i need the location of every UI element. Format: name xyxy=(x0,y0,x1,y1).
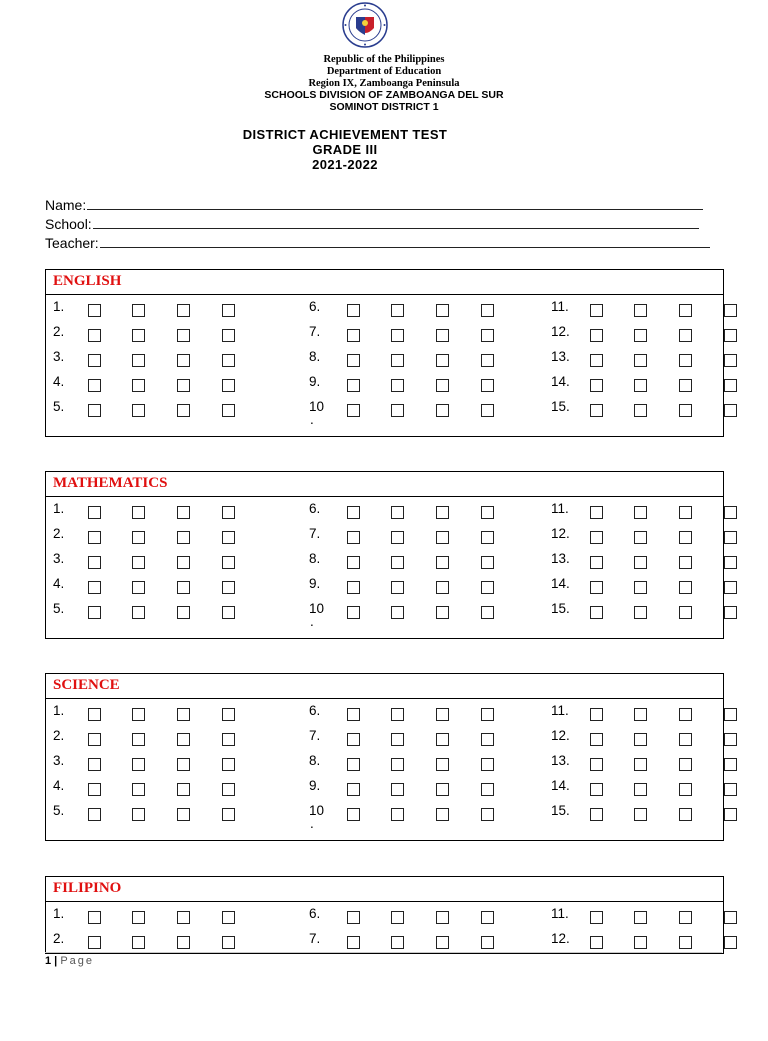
answer-checkbox[interactable] xyxy=(679,531,692,544)
answer-checkbox[interactable] xyxy=(634,758,647,771)
item-number: 13. xyxy=(551,753,570,768)
answer-checkbox[interactable] xyxy=(590,379,603,392)
answer-checkbox[interactable] xyxy=(347,506,360,519)
answer-checkbox[interactable] xyxy=(590,556,603,569)
answer-checkbox[interactable] xyxy=(679,404,692,417)
answer-checkbox[interactable] xyxy=(436,329,449,342)
answer-checkbox[interactable] xyxy=(391,758,404,771)
school-label: School: xyxy=(45,216,92,232)
answer-checkbox[interactable] xyxy=(347,379,360,392)
section-header xyxy=(46,877,723,902)
answer-checkbox[interactable] xyxy=(436,379,449,392)
answer-checkbox[interactable] xyxy=(88,758,101,771)
answer-checkbox[interactable] xyxy=(222,783,235,796)
answer-checkbox[interactable] xyxy=(391,404,404,417)
item-number: 11. xyxy=(551,501,569,516)
answer-checkbox[interactable] xyxy=(132,329,145,342)
item-number: 5. xyxy=(53,399,65,414)
section-body xyxy=(46,902,723,1041)
answer-checkbox[interactable] xyxy=(724,708,737,721)
answer-checkbox[interactable] xyxy=(391,606,404,619)
item-number: 8. xyxy=(309,551,321,566)
header-district: SOMINOT DISTRICT 1 xyxy=(329,101,439,113)
answer-checkbox[interactable] xyxy=(436,758,449,771)
answer-checkbox[interactable] xyxy=(391,304,404,317)
answer-checkbox[interactable] xyxy=(481,581,494,594)
teacher-label: Teacher: xyxy=(45,235,99,251)
answer-checkbox[interactable] xyxy=(177,783,190,796)
answer-checkbox[interactable] xyxy=(177,808,190,821)
item-number: 2. xyxy=(53,931,65,946)
item-number: 7. xyxy=(309,526,321,541)
answer-checkbox[interactable] xyxy=(88,404,101,417)
answer-checkbox[interactable] xyxy=(132,606,145,619)
answer-checkbox[interactable] xyxy=(222,506,235,519)
answer-checkbox[interactable] xyxy=(347,531,360,544)
answer-checkbox[interactable] xyxy=(347,936,360,949)
answer-checkbox[interactable] xyxy=(177,911,190,924)
answer-checkbox[interactable] xyxy=(679,733,692,746)
answer-checkbox[interactable] xyxy=(436,354,449,367)
answer-checkbox[interactable] xyxy=(679,708,692,721)
answer-checkbox[interactable] xyxy=(724,404,737,417)
item-number: 12. xyxy=(551,931,570,946)
answer-checkbox[interactable] xyxy=(132,556,145,569)
answer-checkbox[interactable] xyxy=(391,808,404,821)
item-number: 6. xyxy=(309,501,321,516)
item-number: 1. xyxy=(53,299,65,314)
answer-checkbox[interactable] xyxy=(88,329,101,342)
answer-checkbox[interactable] xyxy=(679,808,692,821)
item-number: 12. xyxy=(551,728,570,743)
item-number: 4. xyxy=(53,374,65,389)
item-number: 11. xyxy=(551,299,569,314)
answer-checkbox[interactable] xyxy=(724,354,737,367)
answer-checkbox[interactable] xyxy=(177,733,190,746)
footer-divider xyxy=(45,952,722,953)
section-body xyxy=(46,497,723,636)
answer-checkbox[interactable] xyxy=(634,506,647,519)
answer-checkbox[interactable] xyxy=(222,708,235,721)
answer-checkbox[interactable] xyxy=(177,531,190,544)
item-number: 15. xyxy=(551,803,570,818)
answer-checkbox[interactable] xyxy=(724,506,737,519)
answer-checkbox[interactable] xyxy=(481,606,494,619)
answer-checkbox[interactable] xyxy=(724,936,737,949)
answer-checkbox[interactable] xyxy=(222,911,235,924)
answer-checkbox[interactable] xyxy=(634,808,647,821)
answer-checkbox[interactable] xyxy=(590,581,603,594)
answer-checkbox[interactable] xyxy=(88,808,101,821)
deped-seal-icon xyxy=(342,2,388,48)
answer-checkbox[interactable] xyxy=(590,936,603,949)
answer-checkbox[interactable] xyxy=(177,304,190,317)
page-footer xyxy=(45,955,94,967)
item-number: 3. xyxy=(53,349,65,364)
answer-checkbox[interactable] xyxy=(724,808,737,821)
answer-checkbox[interactable] xyxy=(132,758,145,771)
answer-checkbox[interactable] xyxy=(481,556,494,569)
answer-checkbox[interactable] xyxy=(436,708,449,721)
answer-checkbox[interactable] xyxy=(724,783,737,796)
answer-checkbox[interactable] xyxy=(132,733,145,746)
answer-checkbox[interactable] xyxy=(391,733,404,746)
item-number: 11. xyxy=(551,703,569,718)
answer-checkbox[interactable] xyxy=(347,758,360,771)
answer-checkbox[interactable] xyxy=(724,758,737,771)
item-number: 9. xyxy=(309,576,321,591)
answer-checkbox[interactable] xyxy=(679,581,692,594)
header-division: SCHOOLS DIVISION OF ZAMBOANGA DEL SUR xyxy=(264,89,504,101)
answer-checkbox[interactable] xyxy=(590,354,603,367)
answer-checkbox[interactable] xyxy=(481,329,494,342)
item-number: 14. xyxy=(551,374,570,389)
answer-checkbox[interactable] xyxy=(222,556,235,569)
item-number-continuation: . xyxy=(310,412,314,427)
test-title: DISTRICT ACHIEVEMENT TEST xyxy=(242,127,448,142)
answer-checkbox[interactable] xyxy=(679,783,692,796)
answer-checkbox[interactable] xyxy=(679,936,692,949)
answer-checkbox[interactable] xyxy=(634,556,647,569)
section-title: ENGLISH xyxy=(53,273,122,289)
item-number: 7. xyxy=(309,324,321,339)
answer-checkbox[interactable] xyxy=(177,329,190,342)
answer-checkbox[interactable] xyxy=(724,556,737,569)
answer-checkbox[interactable] xyxy=(391,783,404,796)
answer-checkbox[interactable] xyxy=(590,758,603,771)
answer-checkbox[interactable] xyxy=(177,506,190,519)
answer-checkbox[interactable] xyxy=(481,708,494,721)
answer-checkbox[interactable] xyxy=(132,708,145,721)
answer-checkbox[interactable] xyxy=(634,379,647,392)
answer-checkbox[interactable] xyxy=(481,733,494,746)
answer-checkbox[interactable] xyxy=(177,379,190,392)
answer-checkbox[interactable] xyxy=(436,531,449,544)
answer-checkbox[interactable] xyxy=(634,304,647,317)
answer-checkbox[interactable] xyxy=(634,708,647,721)
answer-checkbox[interactable] xyxy=(88,506,101,519)
answer-checkbox[interactable] xyxy=(679,354,692,367)
section-title: FILIPINO xyxy=(53,880,122,896)
item-number: 13. xyxy=(551,349,570,364)
answer-checkbox[interactable] xyxy=(347,354,360,367)
teacher-blank-line[interactable] xyxy=(100,235,710,248)
answer-checkbox[interactable] xyxy=(391,354,404,367)
item-number: 2. xyxy=(53,526,65,541)
answer-checkbox[interactable] xyxy=(88,606,101,619)
section-title: SCIENCE xyxy=(53,677,120,693)
answer-checkbox[interactable] xyxy=(590,304,603,317)
answer-checkbox[interactable] xyxy=(222,379,235,392)
answer-checkbox[interactable] xyxy=(590,606,603,619)
item-number: 10 xyxy=(309,399,325,414)
section-filipino xyxy=(45,876,724,954)
answer-checkbox[interactable] xyxy=(481,379,494,392)
answer-checkbox[interactable] xyxy=(222,808,235,821)
answer-checkbox[interactable] xyxy=(481,404,494,417)
answer-checkbox[interactable] xyxy=(347,581,360,594)
answer-checkbox[interactable] xyxy=(177,936,190,949)
item-number: 10 xyxy=(309,803,325,818)
answer-checkbox[interactable] xyxy=(679,911,692,924)
answer-checkbox[interactable] xyxy=(724,304,737,317)
answer-checkbox[interactable] xyxy=(88,733,101,746)
answer-checkbox[interactable] xyxy=(436,304,449,317)
answer-checkbox[interactable] xyxy=(132,911,145,924)
answer-checkbox[interactable] xyxy=(481,783,494,796)
answer-checkbox[interactable] xyxy=(177,556,190,569)
answer-checkbox[interactable] xyxy=(177,581,190,594)
answer-checkbox[interactable] xyxy=(88,911,101,924)
answer-checkbox[interactable] xyxy=(88,354,101,367)
answer-checkbox[interactable] xyxy=(347,911,360,924)
answer-checkbox[interactable] xyxy=(222,581,235,594)
answer-checkbox[interactable] xyxy=(391,911,404,924)
answer-checkbox[interactable] xyxy=(436,733,449,746)
answer-checkbox[interactable] xyxy=(634,581,647,594)
section-body xyxy=(46,295,723,434)
answer-checkbox[interactable] xyxy=(88,708,101,721)
answer-checkbox[interactable] xyxy=(590,329,603,342)
section-mathematics xyxy=(45,471,724,639)
answer-checkbox[interactable] xyxy=(222,936,235,949)
item-number: 7. xyxy=(309,931,321,946)
answer-checkbox[interactable] xyxy=(222,733,235,746)
section-header xyxy=(46,472,723,497)
answer-checkbox[interactable] xyxy=(347,733,360,746)
answer-checkbox[interactable] xyxy=(634,733,647,746)
name-blank-line[interactable] xyxy=(87,197,703,210)
section-header xyxy=(46,270,723,295)
answer-checkbox[interactable] xyxy=(132,354,145,367)
answer-checkbox[interactable] xyxy=(590,911,603,924)
answer-checkbox[interactable] xyxy=(222,329,235,342)
answer-checkbox[interactable] xyxy=(88,936,101,949)
section-body xyxy=(46,699,723,838)
answer-checkbox[interactable] xyxy=(481,506,494,519)
answer-checkbox[interactable] xyxy=(391,936,404,949)
answer-checkbox[interactable] xyxy=(436,506,449,519)
answer-checkbox[interactable] xyxy=(88,783,101,796)
answer-checkbox[interactable] xyxy=(436,581,449,594)
answer-checkbox[interactable] xyxy=(481,936,494,949)
item-number-continuation: . xyxy=(310,816,314,831)
answer-checkbox[interactable] xyxy=(88,581,101,594)
answer-checkbox[interactable] xyxy=(132,808,145,821)
footer-separator: | xyxy=(51,955,61,967)
answer-checkbox[interactable] xyxy=(481,911,494,924)
item-number: 6. xyxy=(309,906,321,921)
answer-checkbox[interactable] xyxy=(679,506,692,519)
answer-checkbox[interactable] xyxy=(132,404,145,417)
answer-checkbox[interactable] xyxy=(436,808,449,821)
answer-checkbox[interactable] xyxy=(481,304,494,317)
answer-checkbox[interactable] xyxy=(590,733,603,746)
answer-checkbox[interactable] xyxy=(391,581,404,594)
answer-checkbox[interactable] xyxy=(391,556,404,569)
answer-checkbox[interactable] xyxy=(634,783,647,796)
item-number: 1. xyxy=(53,501,65,516)
answer-checkbox[interactable] xyxy=(481,758,494,771)
answer-checkbox[interactable] xyxy=(88,304,101,317)
header-region: Region IX, Zamboanga Peninsula xyxy=(308,78,460,89)
grade-label: GRADE III xyxy=(312,142,378,157)
answer-checkbox[interactable] xyxy=(132,783,145,796)
answer-checkbox[interactable] xyxy=(347,708,360,721)
answer-checkbox[interactable] xyxy=(634,404,647,417)
item-number: 1. xyxy=(53,703,65,718)
answer-checkbox[interactable] xyxy=(88,531,101,544)
answer-checkbox[interactable] xyxy=(132,581,145,594)
answer-checkbox[interactable] xyxy=(347,304,360,317)
answer-checkbox[interactable] xyxy=(177,758,190,771)
answer-checkbox[interactable] xyxy=(590,404,603,417)
answer-checkbox[interactable] xyxy=(679,758,692,771)
item-number: 6. xyxy=(309,299,321,314)
item-number: 11. xyxy=(551,906,569,921)
answer-checkbox[interactable] xyxy=(436,783,449,796)
answer-checkbox[interactable] xyxy=(436,556,449,569)
item-number: 8. xyxy=(309,349,321,364)
answer-checkbox[interactable] xyxy=(222,606,235,619)
answer-checkbox[interactable] xyxy=(634,911,647,924)
name-field[interactable] xyxy=(45,197,703,213)
answer-checkbox[interactable] xyxy=(391,329,404,342)
answer-checkbox[interactable] xyxy=(88,379,101,392)
answer-checkbox[interactable] xyxy=(88,556,101,569)
answer-checkbox[interactable] xyxy=(634,329,647,342)
answer-checkbox[interactable] xyxy=(481,808,494,821)
answer-checkbox[interactable] xyxy=(347,556,360,569)
answer-checkbox[interactable] xyxy=(436,404,449,417)
school-blank-line[interactable] xyxy=(93,216,699,229)
answer-checkbox[interactable] xyxy=(222,354,235,367)
answer-checkbox[interactable] xyxy=(391,708,404,721)
item-number: 5. xyxy=(53,601,65,616)
answer-checkbox[interactable] xyxy=(391,506,404,519)
answer-checkbox[interactable] xyxy=(679,304,692,317)
item-number: 1. xyxy=(53,906,65,921)
item-number: 10 xyxy=(309,601,325,616)
answer-checkbox[interactable] xyxy=(724,911,737,924)
answer-checkbox[interactable] xyxy=(177,606,190,619)
item-number: 7. xyxy=(309,728,321,743)
answer-checkbox[interactable] xyxy=(634,531,647,544)
answer-checkbox[interactable] xyxy=(634,606,647,619)
answer-checkbox[interactable] xyxy=(679,329,692,342)
item-number: 4. xyxy=(53,576,65,591)
answer-checkbox[interactable] xyxy=(222,531,235,544)
answer-checkbox[interactable] xyxy=(177,708,190,721)
name-label: Name: xyxy=(45,197,87,213)
answer-checkbox[interactable] xyxy=(436,606,449,619)
item-number: 15. xyxy=(551,399,570,414)
item-number-continuation: . xyxy=(310,614,314,629)
answer-checkbox[interactable] xyxy=(724,379,737,392)
item-number: 12. xyxy=(551,324,570,339)
item-number: 3. xyxy=(53,551,65,566)
answer-checkbox[interactable] xyxy=(590,783,603,796)
answer-checkbox[interactable] xyxy=(679,606,692,619)
answer-checkbox[interactable] xyxy=(724,329,737,342)
answer-checkbox[interactable] xyxy=(347,329,360,342)
answer-checkbox[interactable] xyxy=(347,606,360,619)
answer-checkbox[interactable] xyxy=(222,758,235,771)
section-title: MATHEMATICS xyxy=(53,475,168,491)
item-number: 2. xyxy=(53,324,65,339)
answer-checkbox[interactable] xyxy=(724,733,737,746)
answer-checkbox[interactable] xyxy=(634,936,647,949)
item-number: 13. xyxy=(551,551,570,566)
answer-checkbox[interactable] xyxy=(391,379,404,392)
answer-checkbox[interactable] xyxy=(132,379,145,392)
school-field[interactable] xyxy=(45,216,699,232)
answer-checkbox[interactable] xyxy=(132,531,145,544)
answer-checkbox[interactable] xyxy=(481,531,494,544)
header-republic: Republic of the Philippines xyxy=(323,54,445,65)
item-number: 4. xyxy=(53,778,65,793)
answer-checkbox[interactable] xyxy=(132,506,145,519)
item-number: 6. xyxy=(309,703,321,718)
answer-checkbox[interactable] xyxy=(391,531,404,544)
answer-checkbox[interactable] xyxy=(347,808,360,821)
answer-checkbox[interactable] xyxy=(679,379,692,392)
school-year: 2021-2022 xyxy=(312,157,378,172)
answer-checkbox[interactable] xyxy=(436,936,449,949)
answer-checkbox[interactable] xyxy=(177,404,190,417)
answer-checkbox[interactable] xyxy=(177,354,190,367)
section-header xyxy=(46,674,723,699)
answer-checkbox[interactable] xyxy=(590,531,603,544)
answer-checkbox[interactable] xyxy=(634,354,647,367)
item-number: 8. xyxy=(309,753,321,768)
answer-checkbox[interactable] xyxy=(590,506,603,519)
item-number: 14. xyxy=(551,778,570,793)
answer-checkbox[interactable] xyxy=(724,606,737,619)
answer-checkbox[interactable] xyxy=(347,783,360,796)
header-department: Department of Education xyxy=(326,66,442,77)
item-number: 12. xyxy=(551,526,570,541)
answer-checkbox[interactable] xyxy=(590,808,603,821)
section-science xyxy=(45,673,724,841)
item-number: 9. xyxy=(309,778,321,793)
page-number: 1 xyxy=(45,955,52,967)
answer-checkbox[interactable] xyxy=(590,708,603,721)
answer-checkbox[interactable] xyxy=(724,581,737,594)
item-number: 3. xyxy=(53,753,65,768)
answer-checkbox[interactable] xyxy=(679,556,692,569)
item-number: 15. xyxy=(551,601,570,616)
teacher-field[interactable] xyxy=(45,235,710,251)
item-number: 2. xyxy=(53,728,65,743)
answer-checkbox[interactable] xyxy=(132,936,145,949)
page-label: Page xyxy=(60,955,95,967)
answer-checkbox[interactable] xyxy=(724,531,737,544)
answer-checkbox[interactable] xyxy=(222,404,235,417)
section-english xyxy=(45,269,724,437)
answer-checkbox[interactable] xyxy=(436,911,449,924)
item-number: 14. xyxy=(551,576,570,591)
item-number: 9. xyxy=(309,374,321,389)
answer-checkbox[interactable] xyxy=(222,304,235,317)
answer-checkbox[interactable] xyxy=(132,304,145,317)
answer-checkbox[interactable] xyxy=(481,354,494,367)
answer-checkbox[interactable] xyxy=(347,404,360,417)
item-number: 5. xyxy=(53,803,65,818)
